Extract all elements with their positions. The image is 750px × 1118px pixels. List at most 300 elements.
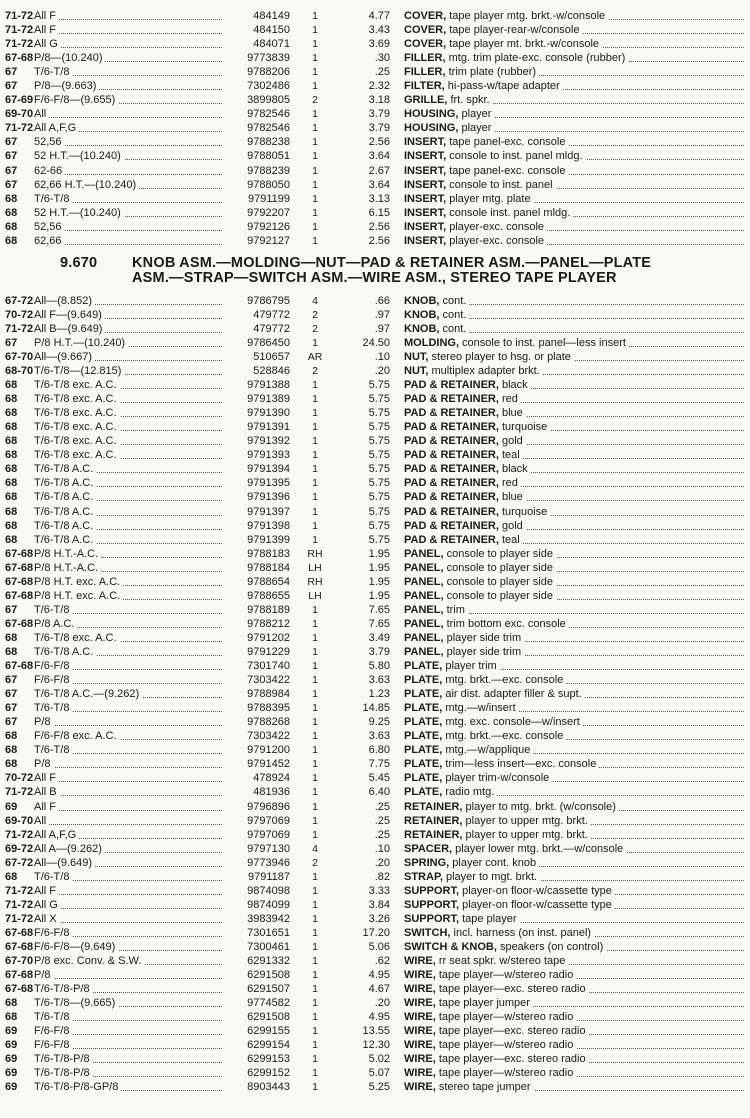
parts-row	[0, 1024, 750, 1038]
description-cell	[404, 982, 750, 996]
model-cell	[34, 406, 226, 420]
part-detail: mtg.—w/applique	[442, 744, 531, 757]
part-number: 9791392	[247, 435, 290, 448]
parts-row	[0, 9, 750, 23]
parts-row	[0, 420, 750, 434]
part-number: 528846	[253, 365, 290, 378]
part-name: GRILLE,	[404, 94, 448, 107]
description-cell	[404, 533, 750, 547]
description-cell	[404, 828, 750, 842]
description	[404, 913, 520, 925]
part-name: PAD & RETAINER,	[404, 477, 499, 490]
part-number: 9791398	[247, 519, 290, 532]
description	[404, 1039, 576, 1051]
description	[404, 590, 556, 602]
model-cell	[34, 420, 226, 434]
model-cell	[34, 505, 226, 519]
description	[404, 534, 523, 546]
section-number: 9.670	[60, 254, 98, 271]
part-number: 9788655	[247, 589, 290, 602]
description	[404, 491, 526, 503]
model-text: T/6-T/8	[34, 871, 72, 883]
model-cell	[34, 645, 226, 659]
description-cell	[404, 659, 750, 673]
model-cell	[34, 434, 226, 448]
model-text: F/6-F/8	[34, 1025, 72, 1037]
year-range: 68	[5, 220, 18, 233]
part-detail: tape player—exc. stereo radio	[435, 983, 586, 996]
price: 3.69	[368, 38, 390, 51]
year-range: 67-68	[5, 617, 34, 630]
description-cell	[404, 1010, 750, 1024]
price: .20	[374, 365, 390, 378]
part-number: 9791395	[247, 477, 290, 490]
price: 4.67	[368, 983, 390, 996]
description-cell	[404, 940, 750, 954]
description	[404, 1053, 589, 1065]
description	[404, 716, 583, 728]
quantity: 1	[312, 1067, 318, 1080]
description-cell	[404, 715, 750, 729]
parts-row	[0, 729, 750, 743]
part-number: 7300461	[247, 940, 290, 953]
quantity: 1	[312, 164, 318, 177]
parts-row	[0, 476, 750, 490]
description-cell	[404, 350, 750, 364]
part-number: 9791397	[247, 505, 290, 518]
part-number: 9773946	[247, 856, 290, 869]
part-detail: tape player—w/stereo radio	[435, 1011, 574, 1024]
model-text: All B	[34, 786, 60, 798]
parts-row	[0, 603, 750, 617]
model-text: P/8	[34, 969, 54, 981]
quantity: 4	[312, 294, 318, 307]
part-number: 6299155	[247, 1025, 290, 1038]
part-number: 479772	[253, 322, 290, 335]
part-name: PLATE,	[404, 660, 443, 673]
year-range: 71-72	[5, 884, 34, 897]
part-number: 484150	[253, 24, 290, 37]
part-detail: mtg. exc. console—w/insert	[442, 716, 580, 729]
year-range: 68	[5, 997, 18, 1010]
parts-row	[0, 149, 750, 163]
part-detail: radio mtg.	[442, 786, 495, 799]
description	[404, 108, 494, 120]
model-cell	[34, 800, 226, 814]
price: .62	[374, 955, 390, 968]
part-name: KNOB,	[404, 294, 440, 307]
year-range: 67	[5, 66, 18, 79]
description-cell	[404, 135, 750, 149]
parts-row	[0, 23, 750, 37]
description	[404, 997, 533, 1009]
year-range: 68	[5, 631, 18, 644]
part-detail: speakers (on control)	[496, 940, 604, 953]
parts-row	[0, 589, 750, 603]
parts-row	[0, 926, 750, 940]
model-cell	[34, 1024, 226, 1038]
description-cell	[404, 462, 750, 476]
part-name: PAD & RETAINER,	[404, 463, 499, 476]
model-text: P/8 H.T.-A.C.	[34, 548, 101, 560]
price: 1.95	[368, 547, 390, 560]
description	[404, 688, 585, 700]
description-cell	[404, 898, 750, 912]
price: 4.95	[368, 969, 390, 982]
quantity: 1	[312, 38, 318, 51]
parts-row	[0, 533, 750, 547]
part-number: 3899805	[247, 94, 290, 107]
model-cell	[34, 107, 226, 121]
quantity: 1	[312, 505, 318, 518]
year-range: 67-69	[5, 94, 34, 107]
description-cell	[404, 164, 750, 178]
part-detail: red	[498, 393, 518, 406]
part-detail: teal	[498, 449, 520, 462]
model-text: P/8	[34, 758, 54, 770]
description	[404, 983, 589, 995]
description-cell	[404, 996, 750, 1010]
quantity: 1	[312, 24, 318, 37]
price: 3.64	[368, 178, 390, 191]
description	[404, 66, 539, 78]
description	[404, 179, 556, 191]
part-detail: frt. spkr.	[447, 94, 490, 107]
description	[404, 772, 552, 784]
description	[404, 969, 576, 981]
model-text: T/6-T/8-P/8	[34, 983, 93, 995]
dot-leader	[34, 908, 222, 909]
part-number: 484071	[253, 38, 290, 51]
year-range: 67	[5, 603, 18, 616]
model-text: 52 H.T.—(10.240)	[34, 207, 124, 219]
description-cell	[404, 729, 750, 743]
model-cell	[34, 856, 226, 870]
description	[404, 744, 533, 756]
model-text: T/6-T/8	[34, 744, 72, 756]
part-number: 9874099	[247, 898, 290, 911]
description-cell	[404, 785, 750, 799]
description-cell	[404, 51, 750, 65]
parts-row	[0, 743, 750, 757]
year-range: 71-72	[5, 38, 34, 51]
quantity: 1	[312, 136, 318, 149]
description	[404, 927, 594, 939]
part-name: NUT,	[404, 365, 429, 378]
model-cell	[34, 448, 226, 462]
model-cell	[34, 842, 226, 856]
dot-leader	[34, 978, 222, 979]
quantity: 1	[312, 463, 318, 476]
part-number: 9788184	[247, 561, 290, 574]
price: 4.77	[368, 10, 390, 23]
description	[404, 351, 574, 363]
parts-row	[0, 645, 750, 659]
quantity: 1	[312, 407, 318, 420]
part-name: WIRE,	[404, 1011, 436, 1024]
model-text: All F—(9.649)	[34, 309, 105, 321]
price: 5.07	[368, 1067, 390, 1080]
quantity: 1	[312, 234, 318, 247]
part-detail: trim plate (rubber)	[445, 66, 537, 79]
part-number: 6299153	[247, 1053, 290, 1066]
year-range: 67-68	[5, 575, 34, 588]
description-cell	[404, 206, 750, 220]
model-text: T/6-T/8-P/8	[34, 1067, 93, 1079]
part-name: HOUSING,	[404, 108, 459, 121]
year-range: 71-72	[5, 10, 34, 23]
part-name: PLATE,	[404, 786, 443, 799]
year-range: 67-68	[5, 660, 34, 673]
part-number: 9786795	[247, 294, 290, 307]
year-range: 68	[5, 435, 18, 448]
part-number: 9797069	[247, 828, 290, 841]
dot-leader	[34, 33, 222, 34]
part-name: HOUSING,	[404, 122, 459, 135]
part-name: PAD & RETAINER,	[404, 393, 499, 406]
description-cell	[404, 9, 750, 23]
description	[404, 165, 568, 177]
part-detail: player to mgt. brkt.	[442, 870, 538, 883]
part-detail: tape player-rear-w/console	[446, 24, 580, 37]
part-number: 9792207	[247, 206, 290, 219]
description	[404, 407, 526, 419]
part-name: FILTER,	[404, 80, 445, 93]
description	[404, 562, 556, 574]
quantity: 1	[312, 730, 318, 743]
year-range: 68	[5, 463, 18, 476]
part-number: 9874098	[247, 884, 290, 897]
year-range: 68	[5, 234, 18, 247]
description-cell	[404, 743, 750, 757]
year-range: 69-70	[5, 108, 34, 121]
part-name: NUT,	[404, 351, 429, 363]
description-cell	[404, 107, 750, 121]
model-cell	[34, 617, 226, 631]
description-cell	[404, 842, 750, 856]
parts-row	[0, 884, 750, 898]
part-number: 9791394	[247, 463, 290, 476]
parts-row	[0, 898, 750, 912]
model-cell	[34, 940, 226, 954]
price: 2.56	[368, 136, 390, 149]
part-number: 6291508	[247, 1011, 290, 1024]
price: 7.65	[368, 617, 390, 630]
year-range: 71-72	[5, 912, 34, 925]
description-cell	[404, 687, 750, 701]
description	[404, 548, 556, 560]
dot-leader	[34, 795, 222, 796]
model-text: T/6-T/8	[34, 193, 72, 205]
model-text: All A,F,G	[34, 829, 79, 841]
price: 5.75	[368, 491, 390, 504]
description-cell	[404, 757, 750, 771]
description-cell	[404, 505, 750, 519]
model-cell	[34, 476, 226, 490]
dot-leader	[34, 894, 222, 895]
part-name: INSERT,	[404, 164, 447, 177]
part-detail: player	[458, 122, 492, 135]
price: 3.84	[368, 898, 390, 911]
quantity: 1	[312, 969, 318, 982]
part-detail: cont.	[439, 294, 467, 307]
description	[404, 520, 526, 532]
year-range: 67	[5, 336, 18, 349]
parts-row	[0, 757, 750, 771]
part-detail: player-exc. console	[446, 220, 545, 233]
description-cell	[404, 294, 750, 308]
year-range: 69-72	[5, 842, 34, 855]
model-text: All F	[34, 24, 59, 36]
description	[404, 506, 550, 518]
part-number: 9791396	[247, 491, 290, 504]
description	[404, 309, 469, 321]
part-name: INSERT,	[404, 192, 447, 205]
quantity: 1	[312, 122, 318, 135]
dot-leader	[34, 810, 222, 811]
model-text: 52,56	[34, 136, 65, 148]
part-number: 6291507	[247, 983, 290, 996]
description	[404, 337, 629, 349]
part-detail: player to upper mtg. brkt.	[462, 814, 588, 827]
part-name: INSERT,	[404, 234, 447, 247]
description-cell	[404, 406, 750, 420]
description	[404, 52, 628, 64]
year-range: 69	[5, 800, 18, 813]
price: 5.75	[368, 393, 390, 406]
model-text: T/6-T/8 exc. A.C.	[34, 407, 120, 419]
model-cell	[34, 37, 226, 51]
part-name: WIRE,	[404, 969, 436, 982]
price: 7.65	[368, 603, 390, 616]
description-cell	[404, 870, 750, 884]
description-cell	[404, 1066, 750, 1080]
model-text: All G	[34, 38, 61, 50]
description-cell	[404, 378, 750, 392]
parts-row	[0, 107, 750, 121]
quantity: 1	[312, 702, 318, 715]
year-range: 71-72	[5, 898, 34, 911]
model-text: F/6-F/8	[34, 674, 72, 686]
section-title-line2: ASM.—STRAP—SWITCH ASM.—WIRE ASM., STEREO TAPE PLAYER	[132, 270, 617, 287]
parts-row	[0, 771, 750, 785]
description	[404, 786, 497, 798]
year-range: 69	[5, 1053, 18, 1066]
year-range: 68	[5, 192, 18, 205]
quantity: 1	[312, 150, 318, 163]
part-number: 9796896	[247, 800, 290, 813]
model-cell	[34, 996, 226, 1010]
description-cell	[404, 884, 750, 898]
description-cell	[404, 1080, 750, 1094]
year-range: 71-72	[5, 786, 34, 799]
quantity: 1	[312, 603, 318, 616]
model-cell	[34, 729, 226, 743]
model-text: All	[34, 815, 49, 827]
part-detail: console inst. panel mldg.	[446, 206, 571, 219]
description	[404, 758, 599, 770]
year-range: 68	[5, 393, 18, 406]
description-cell	[404, 1024, 750, 1038]
part-number: 9791399	[247, 533, 290, 546]
price: 5.80	[368, 660, 390, 673]
quantity: 1	[312, 772, 318, 785]
parts-row	[0, 51, 750, 65]
model-text: All—(8.852)	[34, 295, 95, 307]
model-text: T/6-T/8—(9.665)	[34, 997, 118, 1009]
description	[404, 618, 569, 630]
price: 3.18	[368, 94, 390, 107]
parts-row	[0, 378, 750, 392]
price: 1.95	[368, 575, 390, 588]
description-cell	[404, 476, 750, 490]
part-name: WIRE,	[404, 1067, 436, 1080]
description-cell	[404, 856, 750, 870]
dot-leader	[34, 922, 222, 923]
part-number: 9791390	[247, 407, 290, 420]
year-range: 67	[5, 702, 18, 715]
part-name: SWITCH,	[404, 926, 451, 939]
model-cell	[34, 462, 226, 476]
part-name: STRAP,	[404, 870, 443, 883]
price: 7.75	[368, 758, 390, 771]
description-cell	[404, 322, 750, 336]
model-text: T/6-T/8 A.C.	[34, 463, 96, 475]
price: 5.75	[368, 477, 390, 490]
part-number: 484149	[253, 10, 290, 23]
price: 17.20	[362, 926, 390, 939]
year-range: 68	[5, 407, 18, 420]
model-text: T/6-T/8 A.C.—(9.262)	[34, 688, 142, 700]
description-cell	[404, 308, 750, 322]
parts-row	[0, 968, 750, 982]
description	[404, 435, 526, 447]
part-detail: tape player—exc. stereo radio	[435, 1053, 586, 1066]
description	[404, 955, 568, 967]
model-text: P/8—(9.663)	[34, 80, 99, 92]
description-cell	[404, 23, 750, 37]
price: .82	[374, 870, 390, 883]
model-cell	[34, 308, 226, 322]
price: 6.15	[368, 206, 390, 219]
quantity: 1	[312, 688, 318, 701]
description	[404, 843, 626, 855]
description	[404, 207, 573, 219]
price: 3.13	[368, 192, 390, 205]
model-cell	[34, 884, 226, 898]
model-text: All A,F,G	[34, 122, 79, 134]
dot-leader	[34, 781, 222, 782]
parts-row	[0, 1038, 750, 1052]
price: .97	[374, 322, 390, 335]
part-detail: console to player side	[443, 561, 553, 574]
part-number: 9791200	[247, 744, 290, 757]
year-range: 67-68	[5, 940, 34, 953]
description	[404, 941, 606, 953]
quantity: 1	[312, 870, 318, 883]
year-range: 69	[5, 1039, 18, 1052]
model-cell	[34, 490, 226, 504]
description	[404, 477, 521, 489]
description	[404, 150, 586, 162]
description-cell	[404, 673, 750, 687]
model-text: T/6-T/8 exc. A.C.	[34, 379, 120, 391]
price: .25	[374, 814, 390, 827]
part-name: WIRE,	[404, 1025, 436, 1038]
description-cell	[404, 631, 750, 645]
model-cell	[34, 631, 226, 645]
description	[404, 221, 547, 233]
